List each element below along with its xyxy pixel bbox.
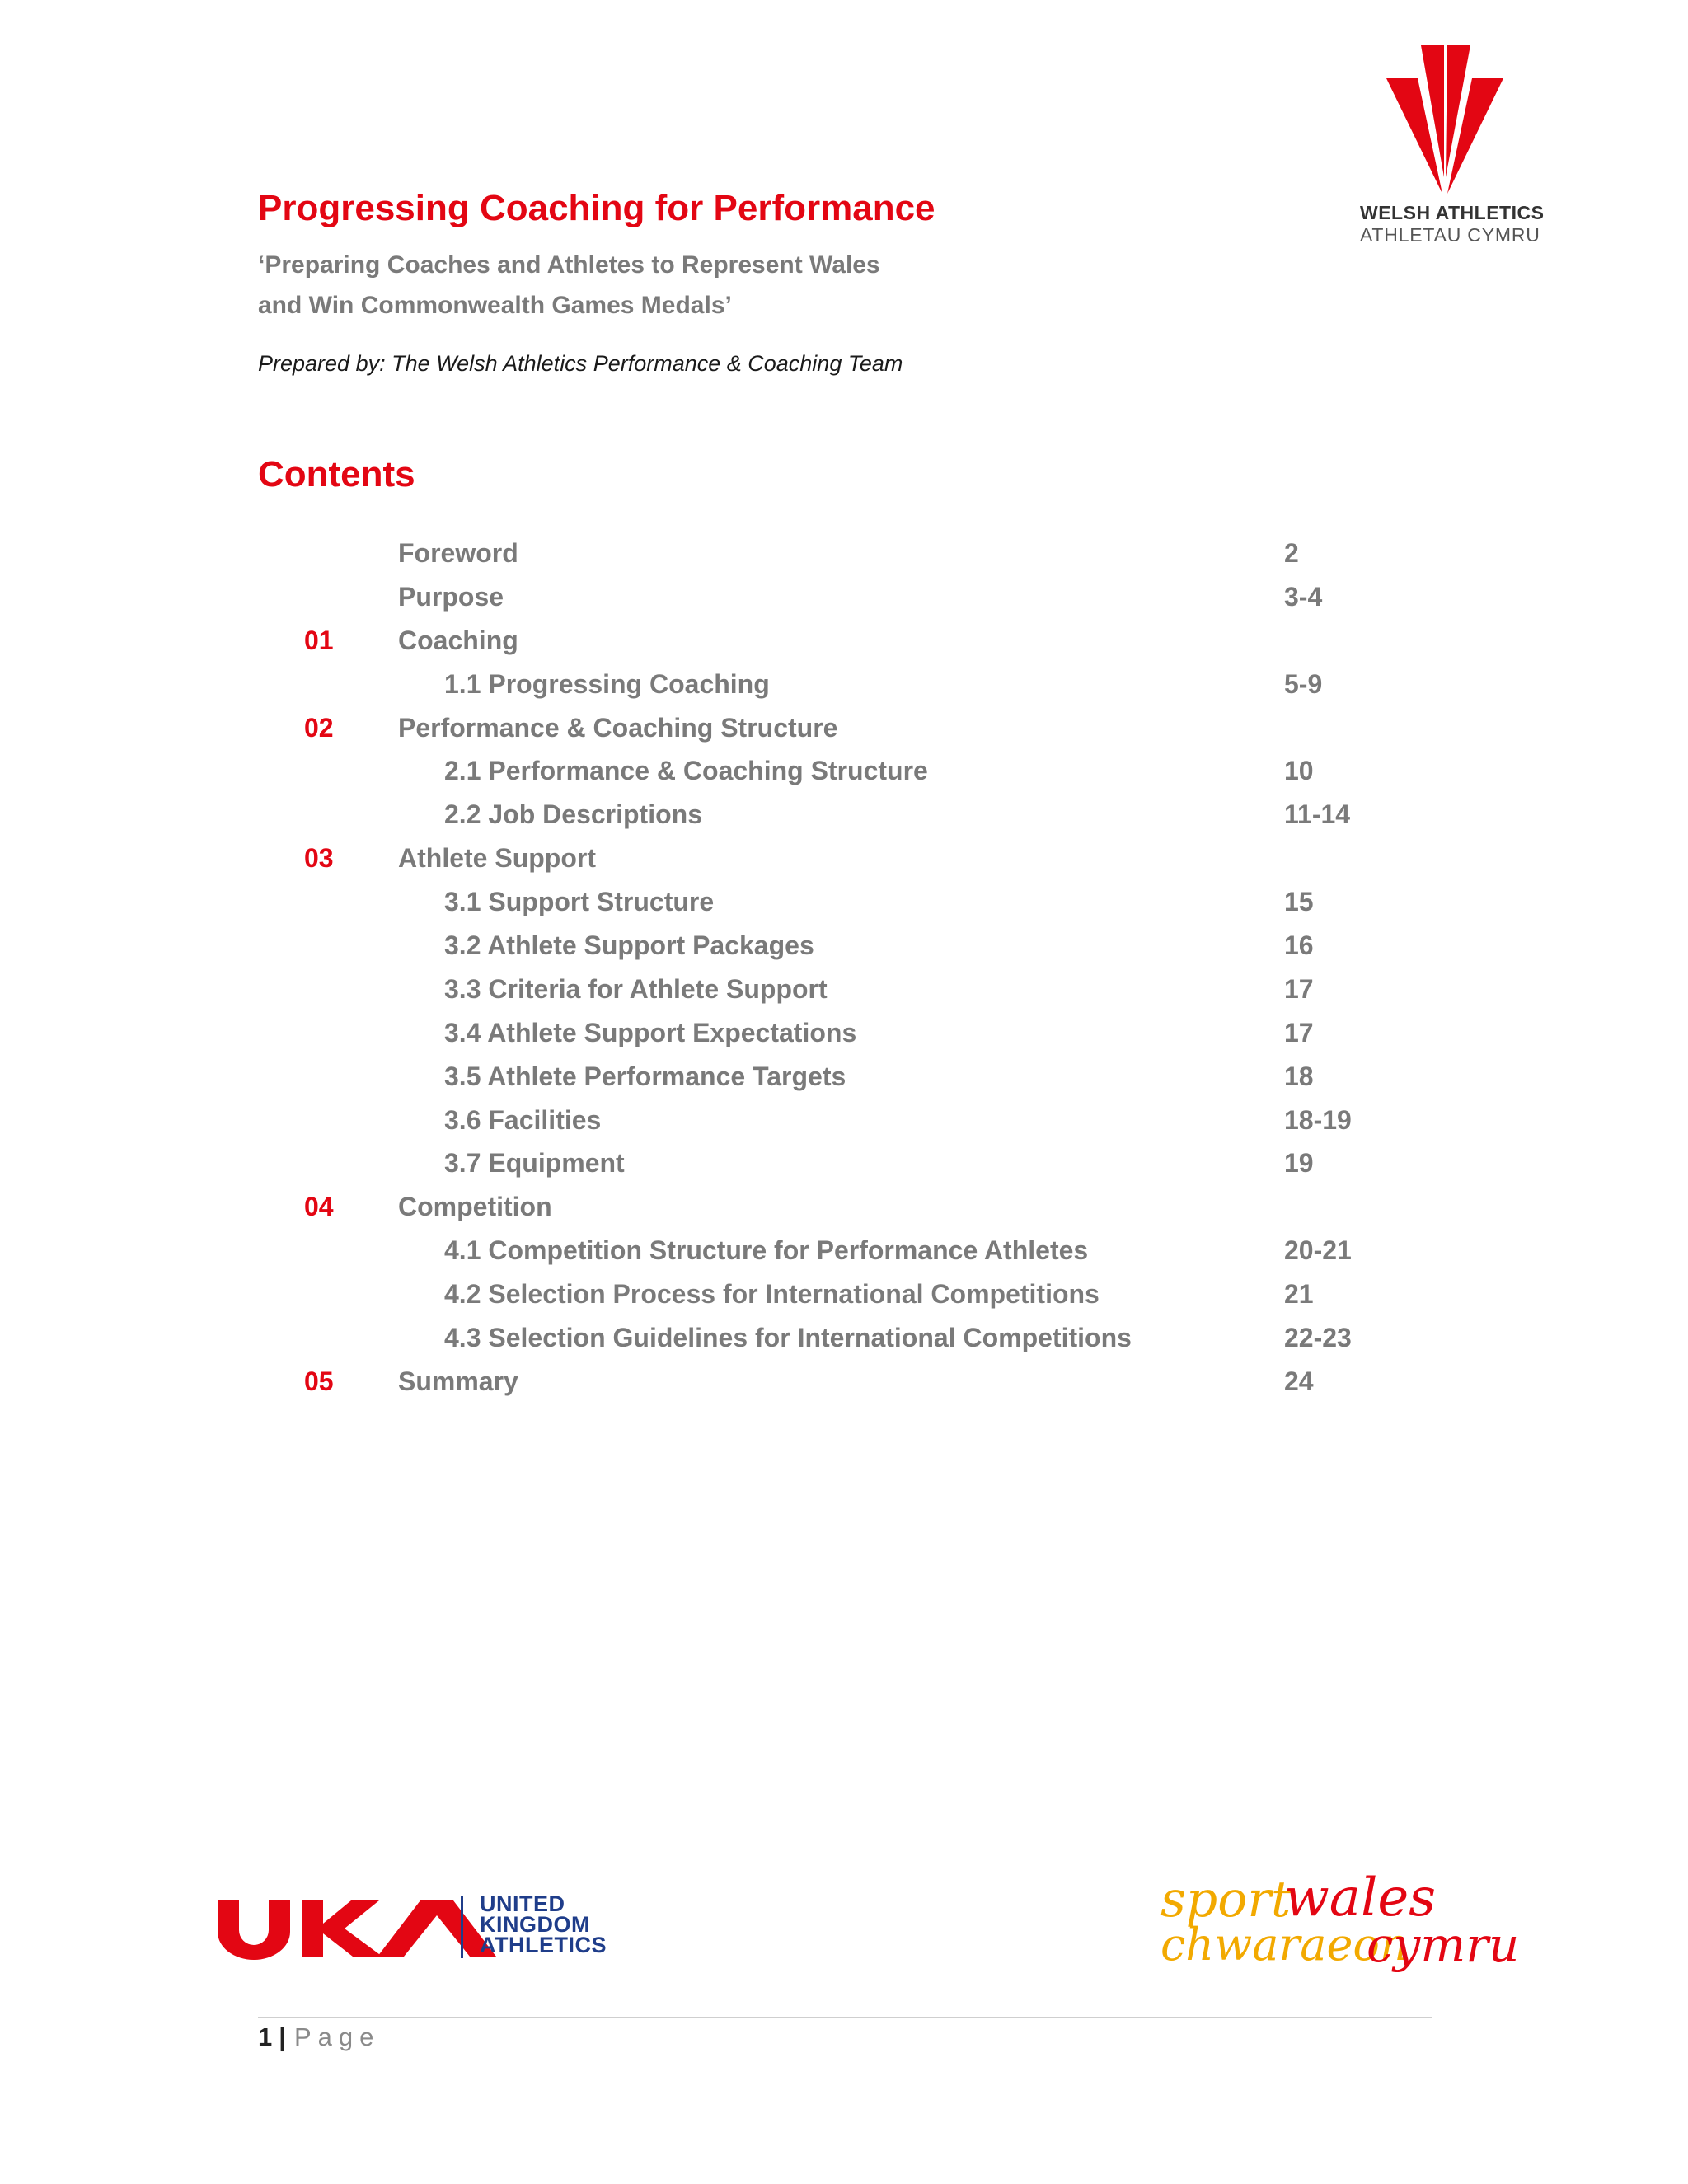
page-number: 1 [258,2022,273,2051]
toc-page-number: 24 [1284,1366,1314,1396]
toc-page-number: 18 [1284,1061,1314,1091]
toc-entry-label: 4.3 Selection Guidelines for International Competitions [444,1323,1132,1353]
toc-entry-label: Foreword [398,538,518,568]
document-title: Progressing Coaching for Performance [258,188,935,228]
toc-page-number: 17 [1284,1017,1314,1047]
toc-entry-label: 4.2 Selection Process for International Competitions [444,1279,1100,1310]
page-footer [258,2022,380,2052]
toc-page-number: 20-21 [1284,1235,1352,1266]
uka-line-3: ATHLETICS [480,1933,607,1957]
toc-page-number: 22-23 [1284,1323,1352,1353]
toc-row[interactable] [0,924,1688,968]
toc-row[interactable] [0,1011,1688,1055]
sport-wales-sport: sport [1160,1871,1292,1929]
toc-page-number: 19 [1284,1148,1314,1179]
toc-entry-label: Coaching [398,625,518,655]
toc-page-number: 21 [1284,1279,1314,1310]
logo-subname: ATHLETAU CYMRU [1360,224,1540,246]
toc-row[interactable] [0,1316,1688,1360]
toc-entry-label: 3.3 Criteria for Athlete Support [444,973,828,1004]
toc-row[interactable] [0,837,1688,880]
toc-entry-label: 3.4 Athlete Support Expectations [444,1017,857,1047]
page-word: Page [293,2022,381,2051]
subtitle-line-2: and Win Commonwealth Games Medals’ [258,292,732,319]
sport-wales-cymru: cymru [1367,1917,1520,1973]
uka-line-2: KINGDOM [480,1912,590,1937]
toc-row[interactable] [0,1055,1688,1099]
sport-wales-wales: wales [1284,1868,1437,1929]
toc-row[interactable] [0,793,1688,837]
toc-page-number: 17 [1284,973,1314,1004]
toc-row[interactable] [0,663,1688,706]
toc-row[interactable] [0,1141,1688,1185]
toc-section-number: 04 [304,1192,334,1222]
toc-page-number: 10 [1284,756,1314,786]
toc-entry-label: Summary [398,1366,518,1396]
toc-entry-label: 3.6 Facilities [444,1104,602,1135]
document-subtitle [258,245,1000,326]
toc-row[interactable] [0,1099,1688,1142]
footer-divider [258,2017,1432,2018]
toc-entry-label: 2.1 Performance & Coaching Structure [444,756,928,786]
toc-page-number: 2 [1284,538,1299,568]
toc-entry-label: 3.5 Athlete Performance Targets [444,1061,846,1091]
toc-page-number: 15 [1284,887,1314,917]
toc-row[interactable] [0,575,1688,619]
toc-page-number: 16 [1284,930,1314,961]
toc-row[interactable] [0,1272,1688,1316]
sport-wales-chwaraeon: chwaraeon [1160,1919,1409,1971]
toc-entry-label: 3.1 Support Structure [444,887,715,917]
toc-entry-label: Competition [398,1192,552,1222]
toc-section-number: 02 [304,712,334,743]
prepared-by: Prepared by: The Welsh Athletics Performance & Coaching Team [258,351,903,376]
toc-section-number: 01 [304,625,334,655]
toc-row[interactable] [0,1229,1688,1272]
toc-row[interactable] [0,619,1688,663]
toc-page-number: 11-14 [1284,799,1351,830]
toc-entry-label: 3.7 Equipment [444,1148,625,1179]
toc-entry-label: 1.1 Progressing Coaching [444,668,770,699]
toc-page-number: 5-9 [1284,668,1323,699]
subtitle-line-1: ‘Preparing Coaches and Athletes to Represent Wales [258,251,880,279]
toc-row[interactable] [0,1360,1688,1404]
toc-section-number: 03 [304,843,334,874]
logo-name: WELSH ATHLETICS [1360,202,1545,223]
footer-separator: | [279,2022,286,2051]
table-of-contents [0,532,1688,1404]
toc-entry-label: 4.1 Competition Structure for Performance Athletes [444,1235,1089,1266]
welsh-athletics-emblem-icon [1378,45,1510,194]
toc-page-number: 18-19 [1284,1104,1352,1135]
toc-row[interactable] [0,968,1688,1011]
uka-divider [461,1896,463,1958]
toc-row[interactable] [0,532,1688,575]
uka-wordmark [480,1891,607,1957]
uka-line-1: UNITED [480,1891,565,1916]
toc-entry-label: Purpose [398,581,504,612]
welsh-athletics-logo [1360,45,1545,246]
toc-row[interactable] [0,880,1688,924]
toc-entry-label: Performance & Coaching Structure [398,712,838,743]
toc-page-number: 3-4 [1284,581,1323,612]
toc-row[interactable] [0,749,1688,793]
toc-entry-label: 2.2 Job Descriptions [444,799,702,830]
toc-row[interactable] [0,1185,1688,1229]
toc-row[interactable] [0,706,1688,750]
toc-entry-label: 3.2 Athlete Support Packages [444,930,814,961]
contents-heading: Contents [258,454,415,494]
sport-wales-logo [1160,1868,1520,1994]
toc-entry-label: Athlete Support [398,843,596,874]
toc-section-number: 05 [304,1366,334,1396]
